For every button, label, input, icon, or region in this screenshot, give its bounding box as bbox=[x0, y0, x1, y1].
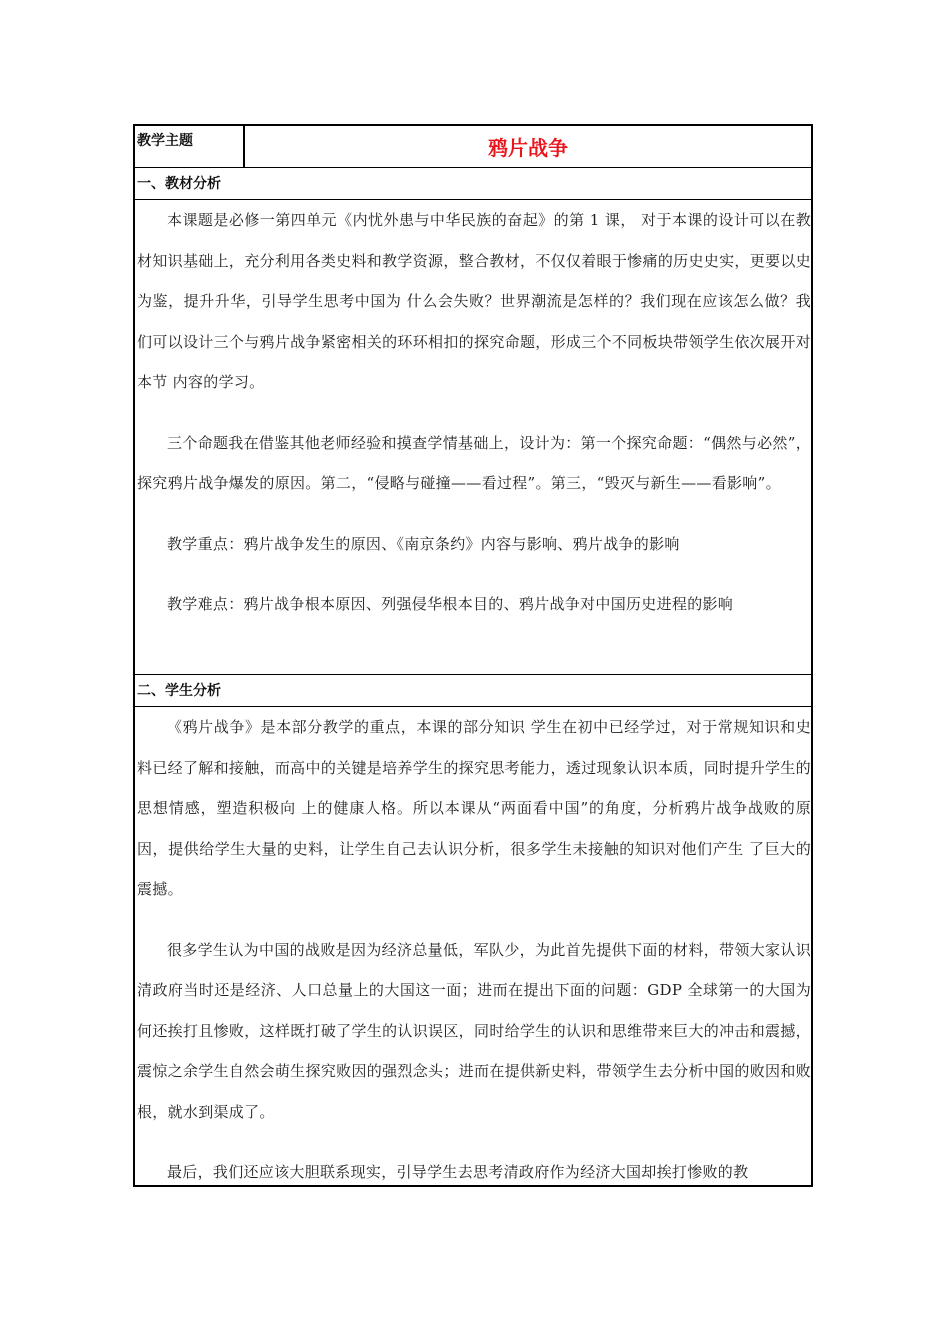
paragraph: 很多学生认为中国的战败是因为经济总量低，军队少，为此首先提供下面的材料，带领大家认识清政府当时还是经济、人口总量上的大国这一面；进而在提出下面的问题：GDP 全球第一的大国为何还挨打且惨败，这样既打破了学生的认识误区，同时给学生的认识和思维带来巨大的冲击和震撼，震惊之余学生自然会萌生探究败因的强烈念头；进而在提供新史料，带领学生去分析中国的败因和败根，就水到渠成了。 bbox=[137, 940, 811, 1121]
topic-label: 教学主题 bbox=[135, 126, 245, 167]
section-heading-textbook-analysis: 一、教材分析 bbox=[135, 168, 811, 200]
lesson-plan-table bbox=[133, 124, 813, 1187]
paragraph: 本课题是必修一第四单元《内忧外患与中华民族的奋起》的第 1 课， 对于本课的设计可以在教材知识基础上，充分利用各类史料和教学资源，整合教材，不仅仅着眼于惨痛的历史史实，更要以史为鉴，提升升华，引导学生思考中国为 什么会失败？世界潮流是怎样的？我们现在应该怎么做？我们可以设计三个与鸦片战争紧密相关的环环相扣的探究命题，形成三个不同板块带领学生依次展开对本节 内容的学习。 bbox=[137, 211, 811, 391]
topic-title: 鸦片战争 bbox=[488, 136, 568, 160]
paragraph: 教学难点：鸦片战争根本原因、列强侵华根本目的、鸦片战争对中国历史进程的影响 bbox=[167, 595, 734, 613]
title-row bbox=[135, 126, 811, 168]
section-heading-student-analysis: 二、学生分析 bbox=[135, 675, 811, 707]
paragraph: 教学重点：鸦片战争发生的原因、《南京条约》内容与影响、鸦片战争的影响 bbox=[167, 534, 680, 553]
paragraph: 《鸦片战争》是本部分教学的重点，本课的部分知识 学生在初中已经学过，对于常规知识和史料已经了解和接触，而高中的关键是培养学生的探究思考能力，透过现象认识本质，同时提升学生的思想情感，塑造积极向 上的健康人格。所以本课从“两面看中国”的角度，分析鸦片战争战败的原因，提供给学生大量的史料，让学生自己去认识分析，很多学生未接触的知识对他们产生 了巨大的震撼。 bbox=[137, 718, 811, 898]
paragraph: 三个命题我在借鉴其他老师经验和摸查学情基础上，设计为：第一个探究命题：“偶然与必然”，探究鸦片战争爆发的原因。第二，“侵略与碰撞——看过程”。第三，“毁灭与新生——看影响”。 bbox=[137, 433, 811, 492]
paragraph: 最后，我们还应该大胆联系现实，引导学生去思考清政府作为经济大国却挨打惨败的教 bbox=[167, 1163, 749, 1181]
section-body-student-analysis bbox=[135, 707, 811, 1185]
section-body-textbook-analysis bbox=[135, 200, 811, 675]
